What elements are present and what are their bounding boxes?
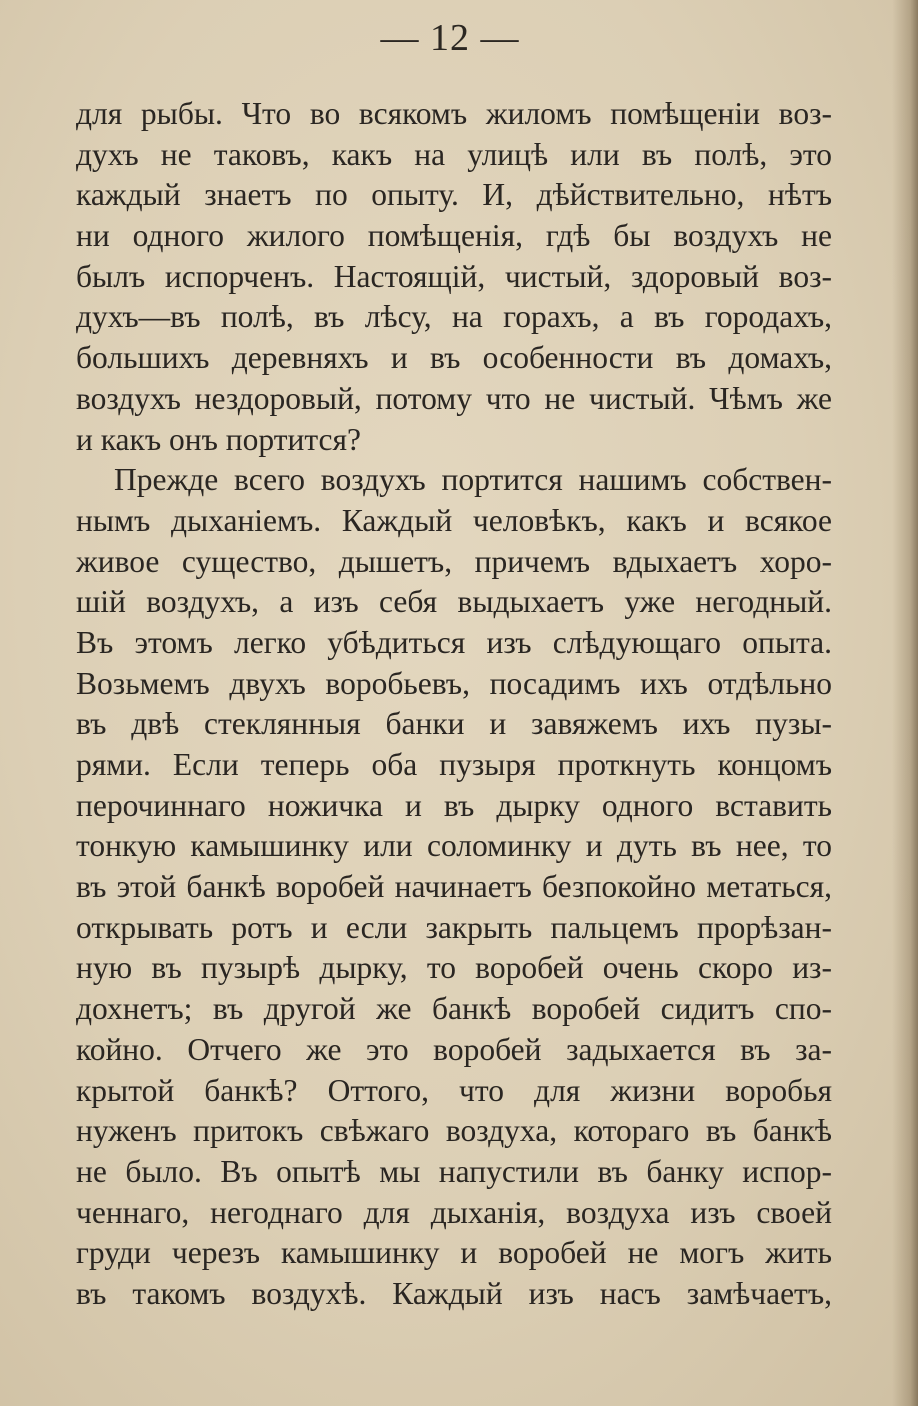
page-text: [76, 94, 832, 1315]
text-line: шiй воздухъ, а изъ себя выдыхаетъ уже негодный.: [76, 584, 832, 620]
text-line: не было. Въ опытѣ мы напустили въ банку испор-: [76, 1153, 832, 1189]
text-line: и какъ онъ портится?: [76, 421, 361, 457]
text-line: койно. Отчего же это воробей задыхается въ за-: [76, 1031, 832, 1067]
text-line: дохнетъ; въ другой же банкѣ воробей сидитъ спо-: [76, 991, 832, 1027]
text-line: живое существо, дышетъ, причемъ вдыхаетъ хоро-: [76, 543, 832, 579]
page-number: — 12 —: [380, 17, 520, 59]
text-line: ную въ пузырѣ дырку, то воробей очень скоро из-: [76, 950, 832, 986]
text-line: въ двѣ стеклянныя банки и завяжемъ ихъ пузы-: [76, 706, 832, 742]
text-line: былъ испорченъ. Настоящiй, чистый, здоровый воз-: [76, 258, 832, 294]
text-line: духъ не таковъ, какъ на улицѣ или въ полѣ, это: [76, 136, 832, 172]
text-line: Возьмемъ двухъ воробьевъ, посадимъ ихъ отдѣльно: [76, 665, 832, 701]
text-line: большихъ деревняхъ и въ особенности въ домахъ,: [76, 340, 832, 376]
text-line: духъ—въ полѣ, въ лѣсу, на горахъ, а въ городахъ,: [76, 299, 832, 335]
text-line: въ этой банкѣ воробей начинаетъ безпокойно метаться,: [76, 869, 832, 905]
text-line: крытой банкѣ? Оттого, что для жизни воробья: [76, 1072, 832, 1108]
text-line: для рыбы. Что во всякомъ жиломъ помѣщенiи воз-: [76, 96, 832, 131]
text-line: каждый знаетъ по опыту. И, дѣйствительно, нѣтъ: [76, 177, 832, 213]
text-line: тонкую камышинку или соломинку и дуть въ нее, то: [76, 828, 832, 864]
text-line: нуженъ притокъ свѣжаго воздуха, котораго въ банкѣ: [76, 1113, 832, 1149]
text-line: рями. Если теперь оба пузыря проткнуть концомъ: [76, 747, 832, 782]
text-line: ченнаго, негоднаго для дыханiя, воздуха изъ своей: [76, 1194, 832, 1230]
text-line: перочиннаго ножичка и въ дырку одного вставить: [76, 787, 832, 823]
text-line: Въ этомъ легко убѣдиться изъ слѣдующаго опыта.: [76, 624, 832, 660]
text-line: воздухъ нездоровый, потому что не чистый. Чѣмъ же: [76, 380, 832, 416]
text-line: груди черезъ камышинку и воробей не могъ жить: [76, 1235, 832, 1271]
text-line: нымъ дыханiемъ. Каждый человѣкъ, какъ и всякое: [76, 502, 832, 538]
page-edge-shadow: [892, 0, 918, 1406]
text-line: въ такомъ воздухѣ. Каждый изъ насъ замѣчаетъ,: [76, 1275, 832, 1311]
text-line: Прежде всего воздухъ портится нашимъ собствен-: [114, 462, 832, 498]
text-line: открывать ротъ и если закрыть пальцемъ прорѣзан-: [76, 909, 832, 945]
text-line: ни одного жилого помѣщенiя, гдѣ бы воздухъ не: [76, 218, 832, 254]
